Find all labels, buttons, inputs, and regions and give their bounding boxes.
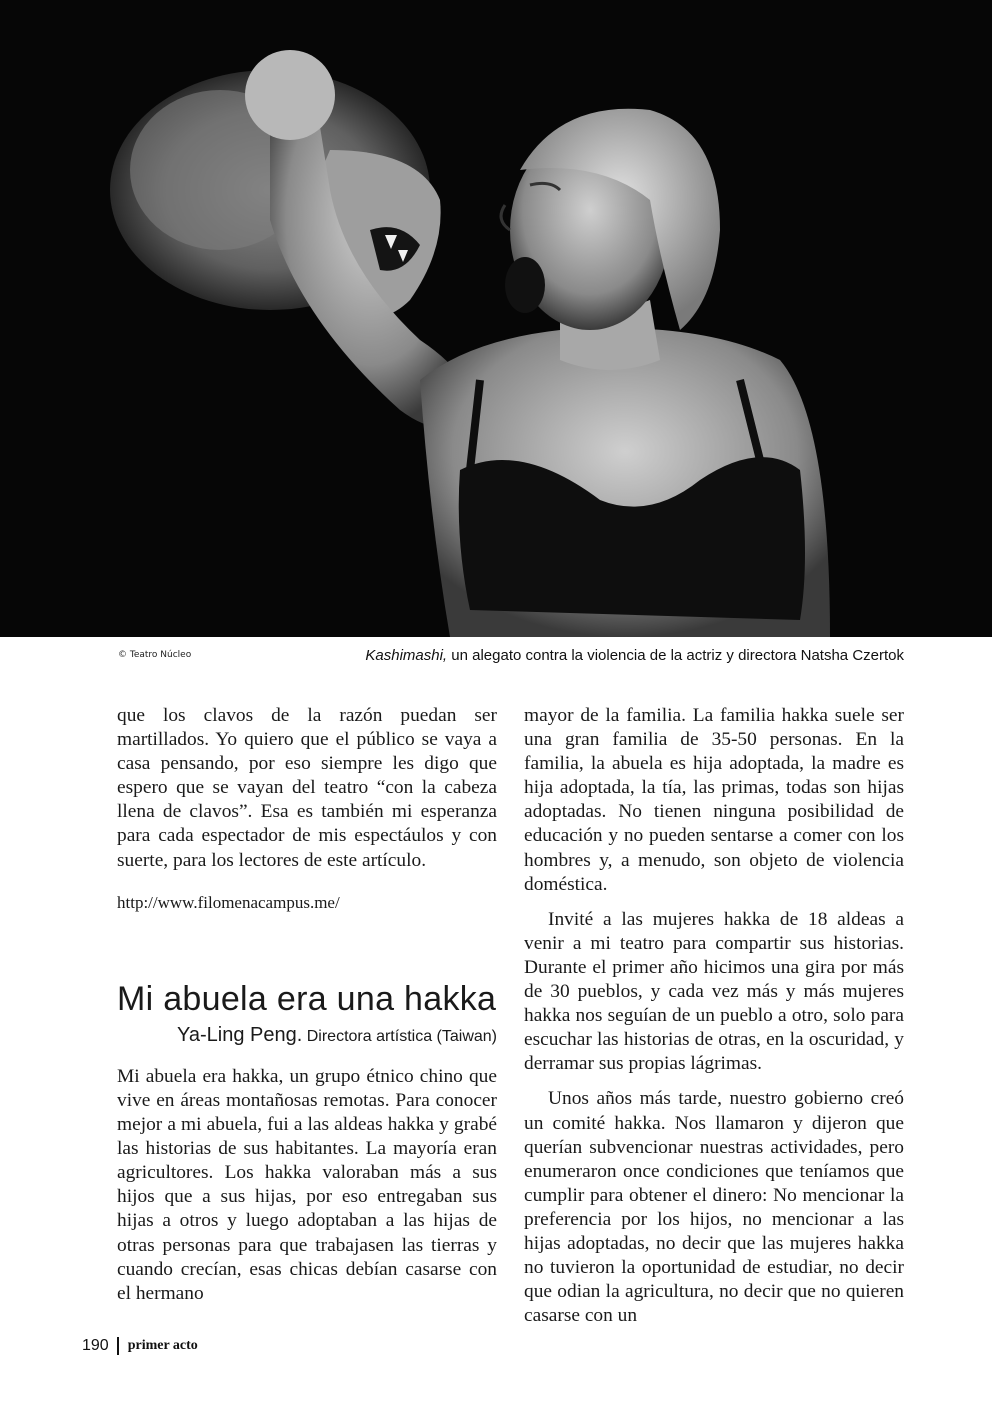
paragraph: Mi abuela era hakka, un grupo étnico chino que vive en áreas montañosas remotas. Para conocer mejor a mi abuela, fui a las aldeas hakka y grabé las historias de sus habitantes. La mayoría eran agricultores. Los hakka valoraban más a sus hijos que a sus hijas, por eso entregaban sus hijas a otros y luego adoptaban a las hijas de otras personas para que trabajasen las tierras y cuando crecían, esas chicas debían casarse con el hermano <box>117 1065 497 1304</box>
right-column <box>524 704 904 1328</box>
author-name: Ya-Ling Peng. <box>177 1023 303 1046</box>
paragraph: mayor de la familia. La familia hakka suele ser una gran familia de 35-50 personas. En la familia, la abuela es hija adoptada, la madre es hija adoptada, la tía, las primas, todas son hijas adoptadas. No tienen ninguna posibilidad de educación y no pueden sentarse a comer con los hombres y, a menudo, son objeto de violencia doméstica. <box>524 705 904 895</box>
performance-photo <box>0 0 992 637</box>
photo-caption <box>365 647 904 664</box>
caption-text: un alegato contra la violencia de la actriz y directora Natsha Czertok <box>447 647 904 664</box>
open-mouth <box>505 257 545 313</box>
photo-illustration <box>0 0 992 637</box>
paragraph: Invité a las mujeres hakka de 18 aldeas a venir a mi teatro para compartir sus historias. Durante el primer año hicimos una gira por más de 30 pueblos, y cada vez más y más mujeres hakka nos seguían de un pueblo a otro, solo para escuchar las historias de otras, en la oscuridad, y derramar sus propias lágrimas. <box>524 908 904 1075</box>
author-role: Directora artística (Taiwan) <box>302 1027 497 1045</box>
website-link[interactable]: http://www.filomenacampus.me/ <box>117 892 340 912</box>
footer-divider <box>117 1337 119 1355</box>
fist <box>245 50 335 140</box>
left-column <box>117 704 497 1306</box>
photo-credit: © Teatro Núcleo <box>118 650 192 660</box>
page-number: 190 <box>82 1337 109 1354</box>
page-footer <box>82 1337 198 1355</box>
caption-work-title: Kashimashi, <box>365 647 448 664</box>
article-heading: Mi abuela era una hakka <box>117 979 497 1018</box>
magazine-name: primer acto <box>127 1338 198 1353</box>
byline <box>117 1023 497 1049</box>
paragraph: que los clavos de la razón puedan ser martillados. Yo quiero que el público se vaya a casa pensando, por eso siempre les digo que espero que se vayan del teatro “con la cabeza llena de clavos”. Esa es también mi esperanza para cada espectador de mis espectáulos y con suerte, para los lectores de este artículo. <box>117 705 497 871</box>
paragraph: Unos años más tarde, nuestro gobierno creó un comité hakka. Nos llamaron y dijeron que querían subvencionar nuestras actividades, pero enumeraron once condiciones que teníamos que cumplir para obtener el dinero: No mencionar la preferencia por los hijos, no mencionar a las hijas adoptadas, no decir que las mujeres hakka no tuvieron la oportunidad de estudiar, no decir que odian la agricultura, no decir que no quieren casarse con un <box>524 1088 904 1327</box>
